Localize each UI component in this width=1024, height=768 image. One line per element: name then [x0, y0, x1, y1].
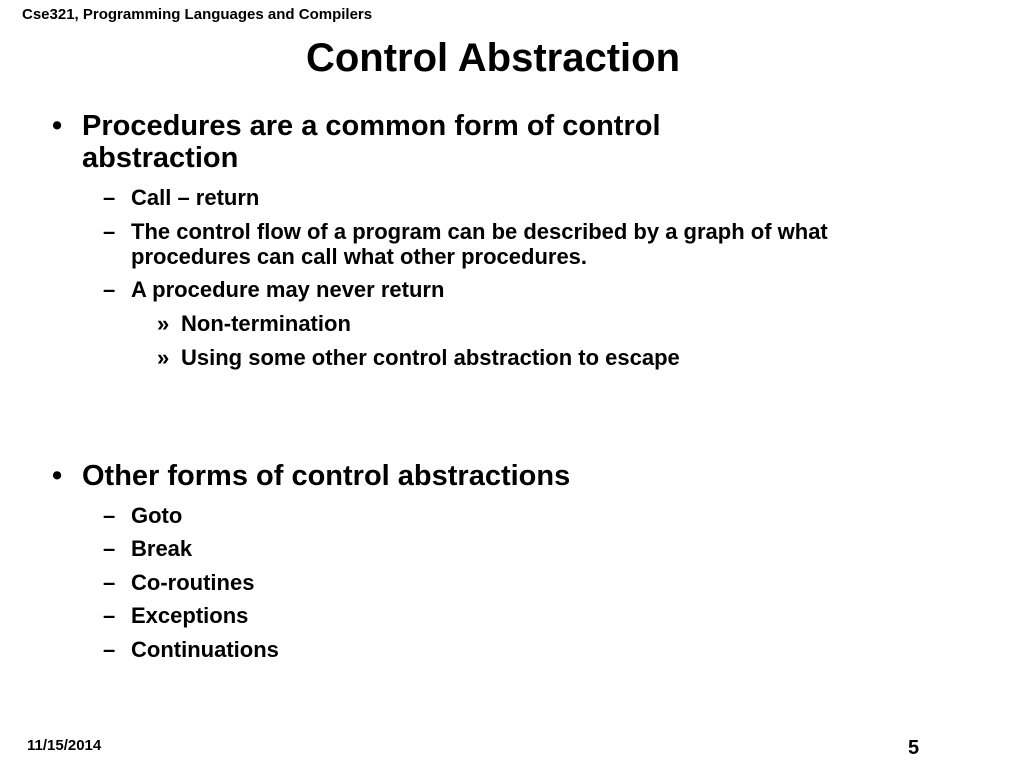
sub-bullet-exceptions — [103, 603, 248, 628]
sub-sub-bullet-text: Non-termination — [181, 311, 351, 336]
bullet-text: Other forms of control abstractions — [82, 460, 571, 492]
bullet-marker: • — [52, 460, 63, 492]
dash-marker: – — [103, 603, 116, 628]
bullet-text — [82, 110, 661, 174]
sub-bullet-text: Goto — [131, 503, 183, 528]
bullet-text-line2: abstraction — [82, 142, 239, 174]
sub-bullet-text — [131, 219, 828, 269]
sub-bullet-control-flow — [103, 219, 828, 269]
slide-title: Control Abstraction — [305, 36, 681, 80]
dash-marker: – — [103, 637, 116, 662]
sub-sub-bullet-non-termination — [157, 311, 351, 336]
sub-bullet-text: Exceptions — [131, 603, 249, 628]
course-header: Cse321, Programming Languages and Compilers — [22, 6, 373, 23]
bullet-other-forms — [52, 460, 570, 492]
raquo-marker: » — [157, 345, 170, 370]
sub-bullet-never-return — [103, 277, 444, 302]
dash-marker: – — [103, 503, 116, 528]
sub-bullet-text: Call – return — [131, 185, 260, 210]
sub-bullet-text: Continuations — [131, 637, 279, 662]
page-number: 5 — [908, 737, 920, 759]
sub-bullet-co-routines — [103, 570, 254, 595]
sub-bullet-goto — [103, 503, 182, 528]
sub-bullet-call-return — [103, 185, 259, 210]
dash-marker: – — [103, 219, 116, 244]
sub-bullet-text: Break — [131, 536, 193, 561]
footer-date: 11/15/2014 — [27, 737, 102, 754]
bullet-text-line1: Procedures are a common form of control — [82, 110, 661, 142]
sub-bullet-continuations — [103, 637, 279, 662]
dash-marker: – — [103, 536, 116, 561]
dash-marker: – — [103, 185, 116, 210]
sub-bullet-break — [103, 536, 192, 561]
sub-sub-bullet-text: Using some other control abstraction to escape — [181, 345, 680, 370]
bullet-marker: • — [52, 110, 63, 142]
bullet-procedures — [52, 110, 661, 174]
sub-bullet-text-line1: The control flow of a program can be described by a graph of what — [131, 219, 828, 244]
sub-sub-bullet-escape — [157, 345, 680, 370]
dash-marker: – — [103, 277, 116, 302]
sub-bullet-text-line2: procedures can call what other procedures. — [131, 244, 588, 269]
sub-bullet-text: Co-routines — [131, 570, 255, 595]
raquo-marker: » — [157, 311, 170, 336]
sub-bullet-text: A procedure may never return — [131, 277, 445, 302]
dash-marker: – — [103, 570, 116, 595]
